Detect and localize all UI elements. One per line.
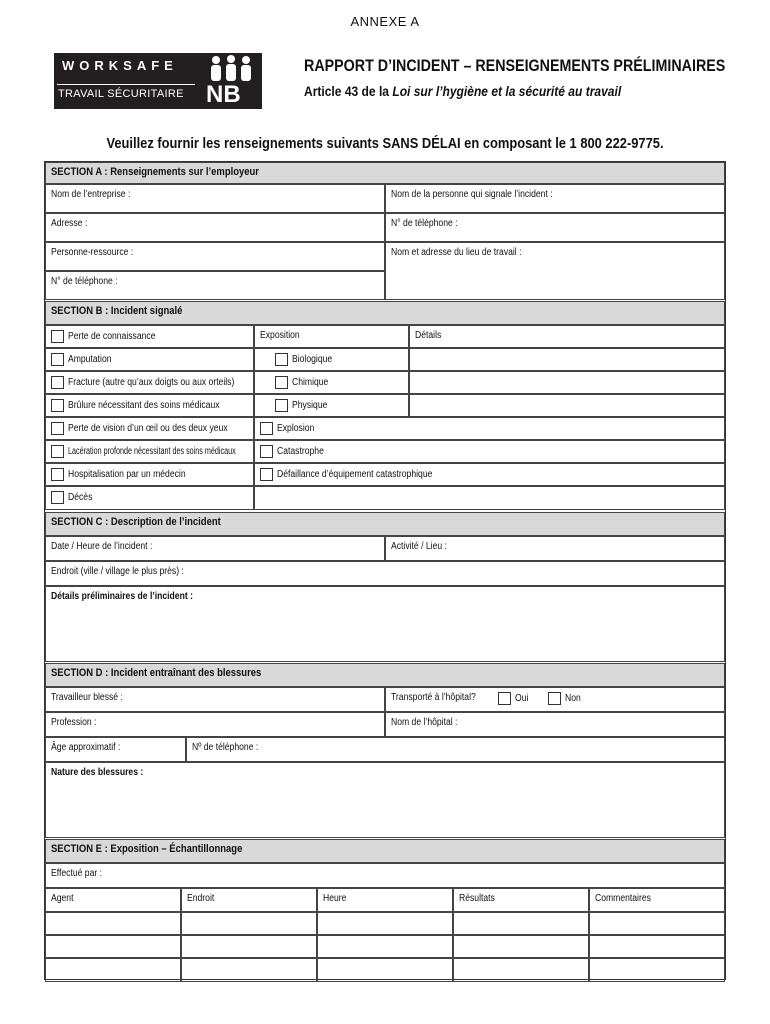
page-subtitle: Article 43 de la Loi sur l’hygiène et la sécurité au travail xyxy=(304,83,622,99)
section-e-header: SECTION E : Exposition – Échantillonnage xyxy=(45,839,725,863)
section-a-header: SECTION A : Renseignements sur l’employeur xyxy=(45,162,725,184)
logo-line-2: TRAVAIL SÉCURITAIRE xyxy=(58,88,184,100)
sample-cell[interactable] xyxy=(453,958,589,982)
column-header: Agent xyxy=(45,888,181,912)
injury-nature-field[interactable]: Nature des blessures : xyxy=(45,762,725,838)
reporter-field[interactable]: Nom de la personne qui signale l’incident : xyxy=(385,184,725,213)
preliminary-details-field[interactable]: Détails préliminaires de l’incident : xyxy=(45,586,725,662)
worker-phone-field[interactable]: Nº de téléphone : xyxy=(186,737,725,762)
phone-field[interactable]: N° de téléphone : xyxy=(385,213,725,242)
yes-checkbox[interactable] xyxy=(498,692,511,705)
column-header: Heure xyxy=(317,888,453,912)
checkbox[interactable] xyxy=(260,445,273,458)
hospital-field[interactable]: Nom de l’hôpital : xyxy=(385,712,725,737)
incident-form xyxy=(44,161,726,980)
contact-field[interactable]: Personne-ressource : xyxy=(45,242,385,271)
details-field[interactable] xyxy=(409,394,725,417)
checkbox[interactable] xyxy=(51,491,64,504)
exposure-option[interactable]: Chimique xyxy=(254,371,409,394)
checkbox[interactable] xyxy=(260,468,273,481)
checkbox[interactable] xyxy=(51,330,64,343)
exposure-option[interactable]: Physique xyxy=(254,394,409,417)
sample-cell[interactable] xyxy=(589,935,725,958)
address-field[interactable]: Adresse : xyxy=(45,213,385,242)
page-title: RAPPORT D’INCIDENT – RENSEIGNEMENTS PRÉLIMINAIRES xyxy=(304,56,726,75)
sample-cell[interactable] xyxy=(317,912,453,935)
details-field[interactable] xyxy=(409,348,725,371)
incident-option[interactable]: Amputation xyxy=(45,348,254,371)
blank-cell xyxy=(254,486,725,510)
sample-cell[interactable] xyxy=(453,935,589,958)
other-option[interactable]: Explosion xyxy=(254,417,725,440)
incident-option[interactable]: Perte de connaissance xyxy=(45,325,254,348)
checkbox[interactable] xyxy=(275,353,288,366)
sample-cell[interactable] xyxy=(453,912,589,935)
sample-cell[interactable] xyxy=(45,958,181,982)
injured-worker-field[interactable]: Travailleur blessé : xyxy=(45,687,385,712)
phone-notice: Veuillez fournir les renseignements suivants SANS DÉLAI en composant le 1 800 222-9775. xyxy=(106,135,664,152)
checkbox[interactable] xyxy=(51,468,64,481)
details-header: Détails xyxy=(409,325,725,348)
checkbox[interactable] xyxy=(51,422,64,435)
section-b-header: SECTION B : Incident signalé xyxy=(45,301,725,325)
incident-option[interactable]: Fracture (autre qu’aux doigts ou aux orteils) xyxy=(45,371,254,394)
incident-option[interactable]: Perte de vision d’un œil ou des deux yeux xyxy=(45,417,254,440)
company-field[interactable]: Nom de l’entreprise : xyxy=(45,184,385,213)
sample-cell[interactable] xyxy=(317,935,453,958)
incident-option[interactable]: Lacération profonde nécessitant des soins médicaux xyxy=(45,440,254,463)
checkbox[interactable] xyxy=(275,376,288,389)
sample-cell[interactable] xyxy=(589,912,725,935)
incident-datetime-field[interactable]: Date / Heure de l’incident : xyxy=(45,536,385,561)
column-header: Résultats xyxy=(453,888,589,912)
age-field[interactable]: Âge approximatif : xyxy=(45,737,186,762)
no-checkbox[interactable] xyxy=(548,692,561,705)
column-header: Endroit xyxy=(181,888,317,912)
sample-cell[interactable] xyxy=(45,912,181,935)
sample-cell[interactable] xyxy=(181,958,317,982)
incident-option[interactable]: Décès xyxy=(45,486,254,510)
sampled-by-field[interactable]: Effectué par : xyxy=(45,863,725,888)
transport-field: Transporté à l’hôpital? Oui Non xyxy=(385,687,725,712)
incident-option[interactable]: Brûlure nécessitant des soins médicaux xyxy=(45,394,254,417)
checkbox[interactable] xyxy=(260,422,273,435)
people-figures-icon xyxy=(202,55,260,83)
checkbox[interactable] xyxy=(51,353,64,366)
exposition-header: Exposition xyxy=(254,325,409,348)
activity-field[interactable]: Activité / Lieu : xyxy=(385,536,725,561)
other-option[interactable]: Catastrophe xyxy=(254,440,725,463)
profession-field[interactable]: Profession : xyxy=(45,712,385,737)
workplace-field[interactable]: Nom et adresse du lieu de travail : xyxy=(385,242,725,300)
location-field[interactable]: Endroit (ville / village le plus près) : xyxy=(45,561,725,586)
section-d-header: SECTION D : Incident entraînant des blessures xyxy=(45,663,725,687)
checkbox[interactable] xyxy=(275,399,288,412)
sample-cell[interactable] xyxy=(181,912,317,935)
sample-cell[interactable] xyxy=(317,958,453,982)
sample-cell[interactable] xyxy=(181,935,317,958)
column-header: Commentaires xyxy=(589,888,725,912)
checkbox[interactable] xyxy=(51,399,64,412)
checkbox[interactable] xyxy=(51,445,64,458)
logo-nb-mark: NB xyxy=(206,81,241,108)
annex-label: ANNEXE A xyxy=(350,14,420,29)
sample-cell[interactable] xyxy=(45,935,181,958)
checkbox[interactable] xyxy=(51,376,64,389)
other-option[interactable]: Défaillance d’équipement catastrophique xyxy=(254,463,725,486)
incident-option[interactable]: Hospitalisation par un médecin xyxy=(45,463,254,486)
section-c-header: SECTION C : Description de l’incident xyxy=(45,512,725,536)
details-field[interactable] xyxy=(409,371,725,394)
logo-line-1: WORKSAFE xyxy=(62,58,178,73)
phone-field-2[interactable]: N° de téléphone : xyxy=(45,271,385,300)
worksafe-nb-logo xyxy=(54,53,262,109)
sample-cell[interactable] xyxy=(589,958,725,982)
exposure-option[interactable]: Biologique xyxy=(254,348,409,371)
